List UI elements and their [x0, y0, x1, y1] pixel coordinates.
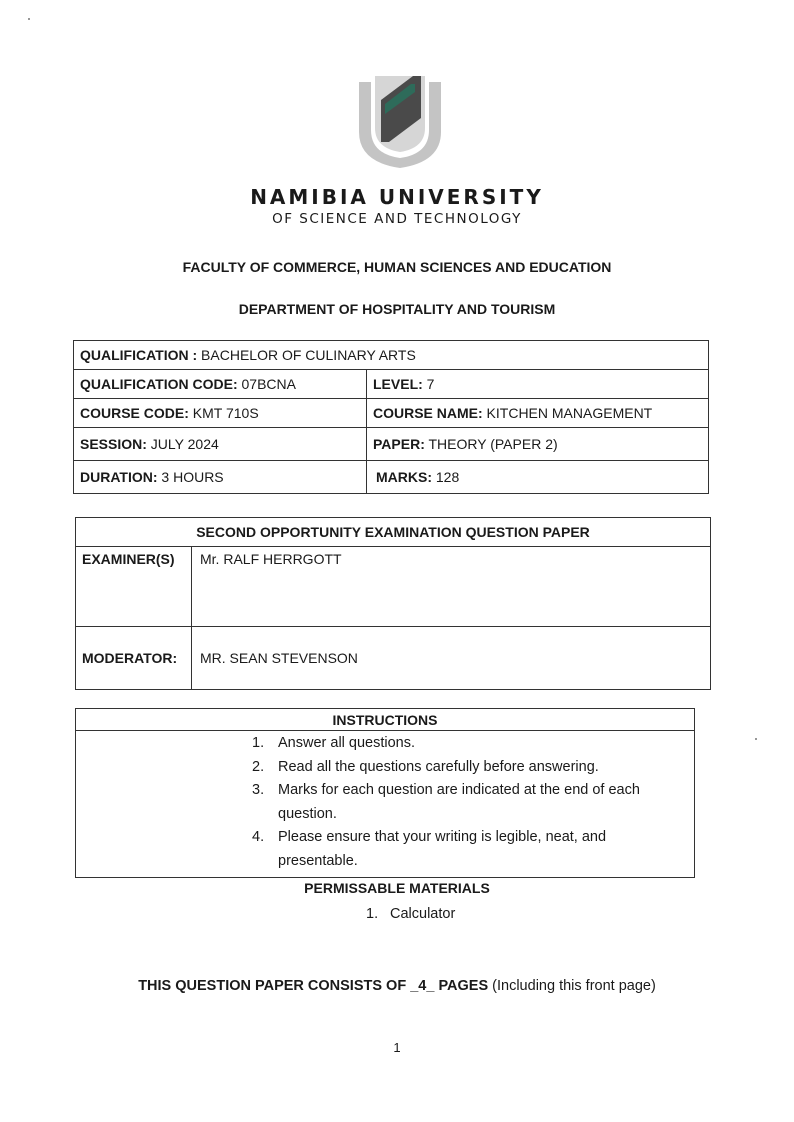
table-row	[74, 428, 709, 461]
instructions-title: INSTRUCTIONS	[76, 709, 695, 731]
material-number: 1.	[366, 906, 379, 922]
department-heading: DEPARTMENT OF HOSPITALITY AND TOURISM	[238, 301, 556, 317]
examiner-table	[75, 517, 711, 690]
marks-cell	[367, 461, 709, 494]
marks-label: MARKS:	[376, 469, 432, 485]
list-item	[252, 779, 694, 826]
duration-value: 3 HOURS	[157, 469, 224, 485]
instruction-number: 3.	[252, 782, 265, 798]
university-logo	[355, 70, 445, 170]
instructions-list	[76, 731, 694, 873]
examiner-label: EXAMINER(S)	[76, 547, 192, 627]
page-count-note: (Including this front page)	[488, 978, 656, 994]
paper-label: PAPER:	[373, 436, 425, 452]
session-value: JULY 2024	[146, 436, 219, 452]
instructions-table	[75, 708, 695, 878]
course-name-cell	[367, 399, 709, 428]
qualification-label: QUALIFICATION :	[80, 347, 198, 363]
level-label: LEVEL:	[373, 376, 423, 392]
paper-cell	[367, 428, 709, 461]
table-row	[76, 547, 711, 627]
level-value: 7	[422, 376, 435, 392]
table-row	[76, 518, 711, 547]
course-name-label: COURSE NAME:	[373, 405, 483, 421]
table-row	[76, 627, 711, 690]
scan-speck	[755, 738, 757, 740]
table-row	[74, 370, 709, 399]
materials-item	[366, 906, 455, 922]
course-details-table	[73, 340, 709, 494]
marks-value: 128	[432, 469, 460, 485]
instruction-number: 1.	[252, 735, 265, 751]
instruction-number: 2.	[252, 758, 265, 775]
table-row	[76, 731, 695, 878]
list-item	[252, 732, 694, 756]
table-row	[74, 341, 709, 370]
paper-value: THEORY (PAPER 2)	[424, 436, 558, 452]
level-cell	[367, 370, 709, 399]
table-row	[74, 461, 709, 494]
instructions-body	[76, 731, 695, 878]
session-cell	[74, 428, 367, 461]
instruction-text: Please ensure that your writing is legible, neat, and presentable.	[278, 829, 607, 869]
scan-speck	[28, 18, 30, 20]
materials-title: PERMISSABLE MATERIALS	[304, 880, 490, 896]
instruction-text: Answer all questions.	[278, 735, 416, 751]
faculty-heading: FACULTY OF COMMERCE, HUMAN SCIENCES AND EDUCATION	[182, 259, 612, 275]
list-item	[252, 756, 694, 780]
qualification-value: BACHELOR OF CULINARY ARTS	[197, 347, 416, 363]
instruction-text: Marks for each question are indicated at the end of each question.	[278, 782, 640, 822]
university-subtitle: OF SCIENCE AND TECHNOLOGY	[272, 211, 522, 227]
moderator-label: MODERATOR:	[76, 627, 192, 690]
qualification-code-value: 07BCNA	[237, 376, 296, 392]
list-item	[252, 826, 694, 873]
course-code-label: COURSE CODE:	[80, 405, 189, 421]
university-name: NAMIBIA UNIVERSITY	[250, 185, 544, 209]
duration-cell	[74, 461, 367, 494]
page-count-statement	[0, 978, 794, 994]
session-label: SESSION:	[80, 436, 147, 452]
table-row	[74, 399, 709, 428]
exam-title: SECOND OPPORTUNITY EXAMINATION QUESTION PAPER	[76, 518, 711, 547]
page-count-bold: THIS QUESTION PAPER CONSISTS OF _4_ PAGES	[138, 978, 489, 994]
qualification-cell	[74, 341, 709, 370]
page-number: 1	[393, 1040, 401, 1055]
moderator-value: MR. SEAN STEVENSON	[192, 627, 711, 690]
course-name-value: KITCHEN MANAGEMENT	[482, 405, 653, 421]
qualification-code-label: QUALIFICATION CODE:	[80, 376, 238, 392]
instruction-number: 4.	[252, 829, 265, 845]
examiner-value: Mr. RALF HERRGOTT	[192, 547, 711, 627]
instruction-text: Read all the questions carefully before answering.	[278, 758, 599, 775]
qualification-code-cell	[74, 370, 367, 399]
duration-label: DURATION:	[80, 469, 158, 485]
course-code-cell	[74, 399, 367, 428]
course-code-value: KMT 710S	[188, 405, 259, 421]
table-row	[76, 709, 695, 731]
material-text: Calculator	[390, 906, 456, 922]
